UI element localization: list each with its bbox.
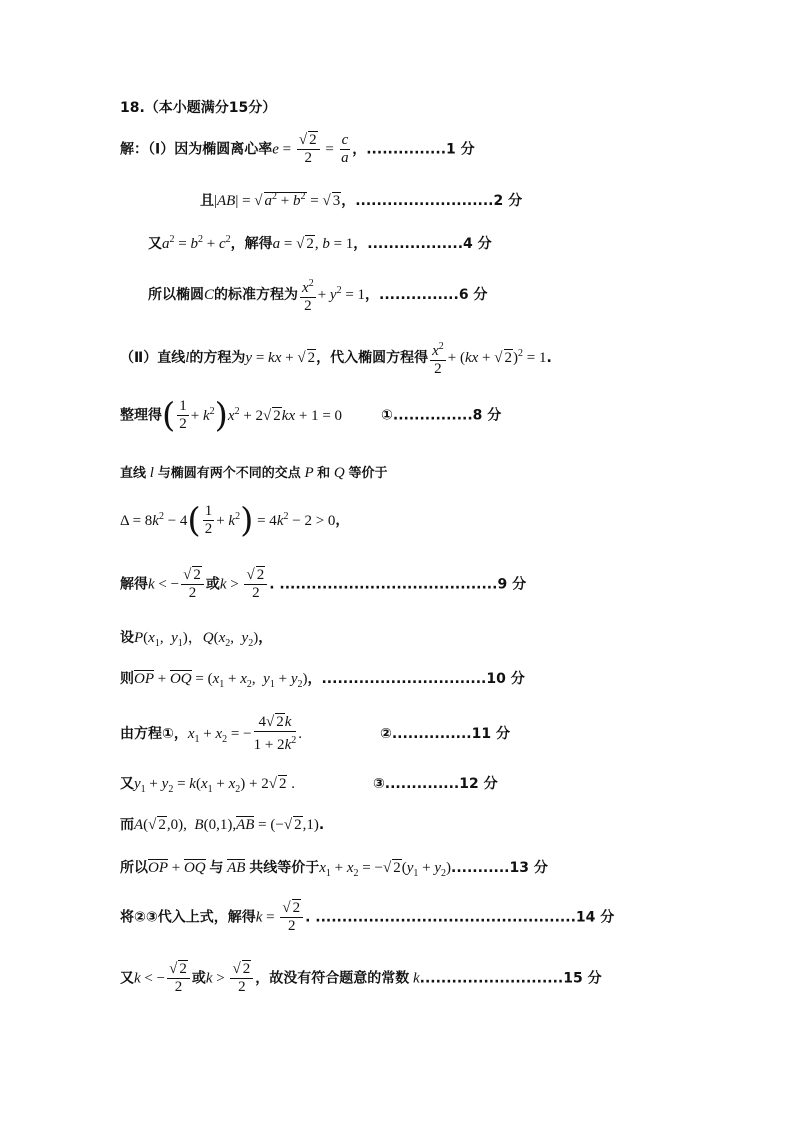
solution-line-4: 所以椭圆C的标准方程为 $\frac{x^2}{2}$ + $y^2 = 1$，...............6 分 — [148, 275, 487, 315]
formula-fraction: $\frac{1}{2}$ — [204, 503, 213, 537]
solution-line-12: 由方程①，$x_1 + x_2$ = − $\frac{4√ 2k}{1 + 2k^2}$ . ②...............11 分 — [120, 714, 510, 753]
formula-fraction: $\frac{√ 2}{2}$ — [297, 132, 320, 167]
line-score: ...........................15 分 — [419, 970, 602, 987]
line-mid: 的标准方程为 — [214, 287, 299, 303]
line-score: 等价于 — [348, 466, 388, 481]
formula-fraction: $\frac{x^2}{2}$ — [430, 338, 446, 378]
solution-line-10: 设$P(x_1$, $y_1$)，$Q(x_2$, $y_2$)， — [120, 630, 273, 649]
formula-fraction: $\frac{√ 2}{2}$ — [181, 567, 204, 602]
solution-line-7: 直线 l 与椭圆有两个不同的交点 P 和 Q 等价于 — [120, 465, 388, 481]
line-score: . .........................................9 分 — [269, 576, 527, 593]
line-label: 所以 — [120, 860, 148, 876]
solution-line-15: 所以OP + OQ 与 AB 共线等价于$x_1 + x_2$ = −√ $2(y_1 + y_2)...........13$ 分 — [120, 860, 548, 879]
line-label: 解得 — [120, 576, 148, 593]
line-mid: 的方程为 — [189, 350, 246, 366]
line-label: 所以椭圆 — [148, 287, 204, 303]
solution-line-13: 又$y_1 + y_2 = k(x_1 + x_2) + 2√$ 2 . ③..............12 分 — [120, 776, 498, 795]
solution-line-16: 将②③代入上式，解得k = $\frac{√ 2}{2}$ . .................................................14 分 — [120, 900, 615, 934]
line-score: ②...............11 分 — [379, 726, 510, 742]
line-label: 解：（Ⅰ）因为椭圆离心率 — [120, 141, 273, 158]
line-score: . .................................................14 分 — [305, 909, 615, 926]
line-score: ， — [335, 512, 350, 529]
line-score: ，..........................2 分 — [341, 193, 523, 209]
line-label: 而 — [120, 817, 134, 833]
line-mid-2: ，代入椭圆方程得 — [316, 350, 429, 366]
line-score: ，...............1 分 — [352, 141, 475, 158]
formula-fraction: $\frac{√ 2}{2}$ — [167, 961, 190, 996]
line-score: . — [318, 817, 325, 833]
line-score: ①...............8 分 — [381, 407, 502, 424]
formula-fraction: $\frac{c}{a}$ — [341, 132, 349, 166]
solution-line-17: 又k < − $\frac{√ 2}{2}$ 或k > $\frac{√ 2}{2}$ ，故没有符合题意的常数 k...........................15 分 — [120, 961, 602, 995]
line-score: ， — [258, 630, 273, 646]
formula-fraction: $\frac{√ 2}{2}$ — [244, 567, 267, 602]
line-mid-2: 共线等价于 — [249, 860, 320, 876]
formula-fraction: $\frac{√ 2}{2}$ — [280, 900, 303, 935]
solution-line-1: 解：（Ⅰ）因为椭圆离心率e = $\frac{√ 2}{2}$ = $\frac{c}{a}$ ，...............1 分 — [120, 132, 475, 166]
solution-line-11: 则OP + OQ = ($x_1 + x_2$, $y_1 + y_2$)，...............................10 分 — [120, 671, 525, 690]
line-mid: 与 — [209, 860, 224, 876]
solution-line-6: 整理得( $\frac{1}{2}$ + $k^2)x^2 + 2√$ 2kx + 1 = 0 ①...............8 分 — [120, 395, 502, 436]
line-label: 直线 — [120, 466, 147, 481]
line-label: 又 — [148, 236, 162, 252]
line-mid: ，解得 — [230, 236, 273, 252]
formula-fraction: $\frac{1}{2}$ — [179, 398, 187, 432]
line-text: ，故没有符合题意的常数 — [255, 970, 410, 987]
line-mid-2: 和 — [317, 466, 331, 481]
formula-fraction: $\frac{x^2}{2}$ — [300, 275, 316, 315]
line-score: ，..................4 分 — [353, 236, 492, 252]
solution-line-2: 且|AB| = √ $a^2 + b^2$ = √ 3，..........................2 分 — [200, 191, 523, 209]
formula-fraction: $\frac{4√ 2k}{1 + 2k^2}$ — [253, 714, 297, 753]
line-label: 设 — [120, 630, 134, 646]
problem-heading: 18.（本小题满分15分） — [120, 100, 277, 116]
solution-line-8: $\Delta = 8k^2 - 4$( $\frac{1}{2}$ + $k^2) = 4k^2 - 2 > 0$， — [120, 500, 350, 541]
solution-line-3: 又$a^2 = b^2 + c^2$，解得a = √ 2, b = 1，..................4 分 — [148, 234, 492, 252]
line-score: . — [546, 350, 552, 366]
line-score: ，...............6 分 — [365, 287, 488, 303]
solution-line-9: 解得k < − $\frac{√ 2}{2}$ 或k > $\frac{√ 2}{2}$ . .........................................9 分 — [120, 567, 527, 601]
line-label: 将②③代入上式，解得 — [120, 909, 256, 926]
line-score: ③..............12 分 — [372, 776, 498, 792]
line-label: （Ⅱ）直线 — [120, 350, 186, 366]
line-label: 整理得 — [120, 407, 162, 424]
line-label: 又 — [120, 970, 134, 987]
line-mid: 与椭圆有两个不同的交点 — [157, 466, 301, 481]
line-score: ，...............................10 分 — [307, 671, 525, 687]
line-label: 则 — [120, 671, 134, 687]
formula-fraction: $\frac{√ 2}{2}$ — [230, 961, 253, 996]
line-mid: 或 — [191, 970, 206, 987]
line-score: ...........13 分 — [451, 860, 548, 876]
line-label: 又 — [120, 776, 134, 792]
line-mid: 或 — [205, 576, 220, 593]
solution-line-14: 而A(√ 2,0), B(0,1),AB = (−√ 2,1). — [120, 817, 325, 833]
line-label: 由方程①， — [120, 726, 188, 742]
solution-line-5: （Ⅱ）直线l的方程为y = kx + √ 2，代入椭圆方程得 $\frac{x^2}{2}$ + (kx + √ 2)$^2$ = 1. — [120, 338, 552, 378]
line-label: 且 — [200, 193, 214, 209]
